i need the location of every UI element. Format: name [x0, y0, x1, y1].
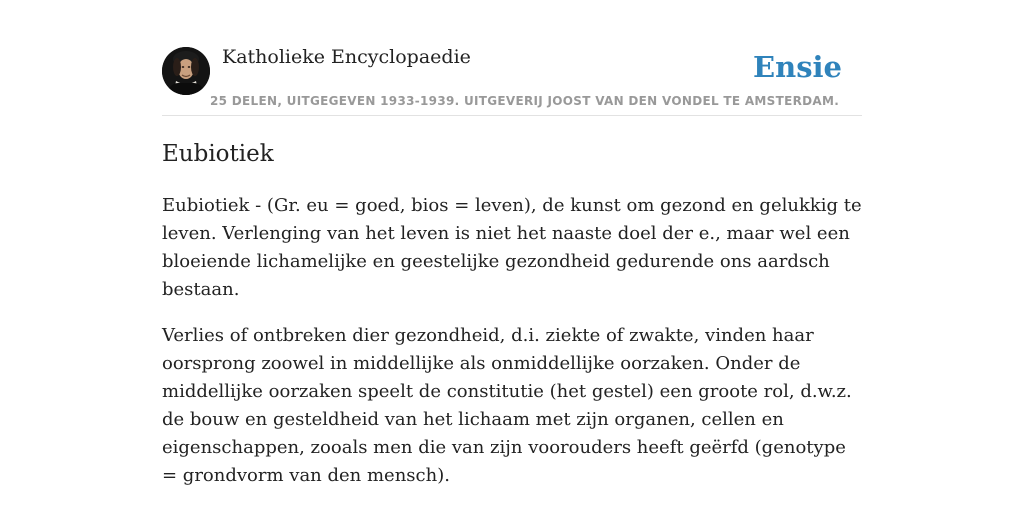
site-header	[162, 44, 862, 116]
article-paragraph: Verlies of ontbreken dier gezondheid, d.i. ziekte of zwakte, vinden haar oorsprong zoowel in middellijke als onmiddellijke oorzaken. Onder de middellijke oorzaken speelt de constitutie (het gestel) een groote rol, d.w.z. de bouw en gesteldheid van het lichaam met zijn organen, cellen en eigenschappen, zooals men die van zijn voorouders heeft geërfd (genotype = grondvorm van den mensch).	[162, 325, 852, 486]
site-subtitle: 25 DELEN, UITGEGEVEN 1933-1939. UITGEVERIJ JOOST VAN DEN VONDEL TE AMSTERDAM.	[210, 94, 840, 108]
article-title: Eubiotiek	[162, 141, 274, 167]
brand-logo[interactable]: Ensie	[753, 50, 842, 84]
article-paragraph: Eubiotiek - (Gr. eu = goed, bios = leven), de kunst om gezond en gelukkig te leven. Verlenging van het leven is niet het naaste doel der e., maar wel een bloeiende lichamelijke en geestelijke gezondheid gedurende ons aardsch bestaan.	[162, 195, 862, 300]
portrait-icon[interactable]	[162, 47, 210, 95]
site-title[interactable]: Katholieke Encyclopaedie	[222, 46, 471, 68]
article	[162, 138, 862, 508]
